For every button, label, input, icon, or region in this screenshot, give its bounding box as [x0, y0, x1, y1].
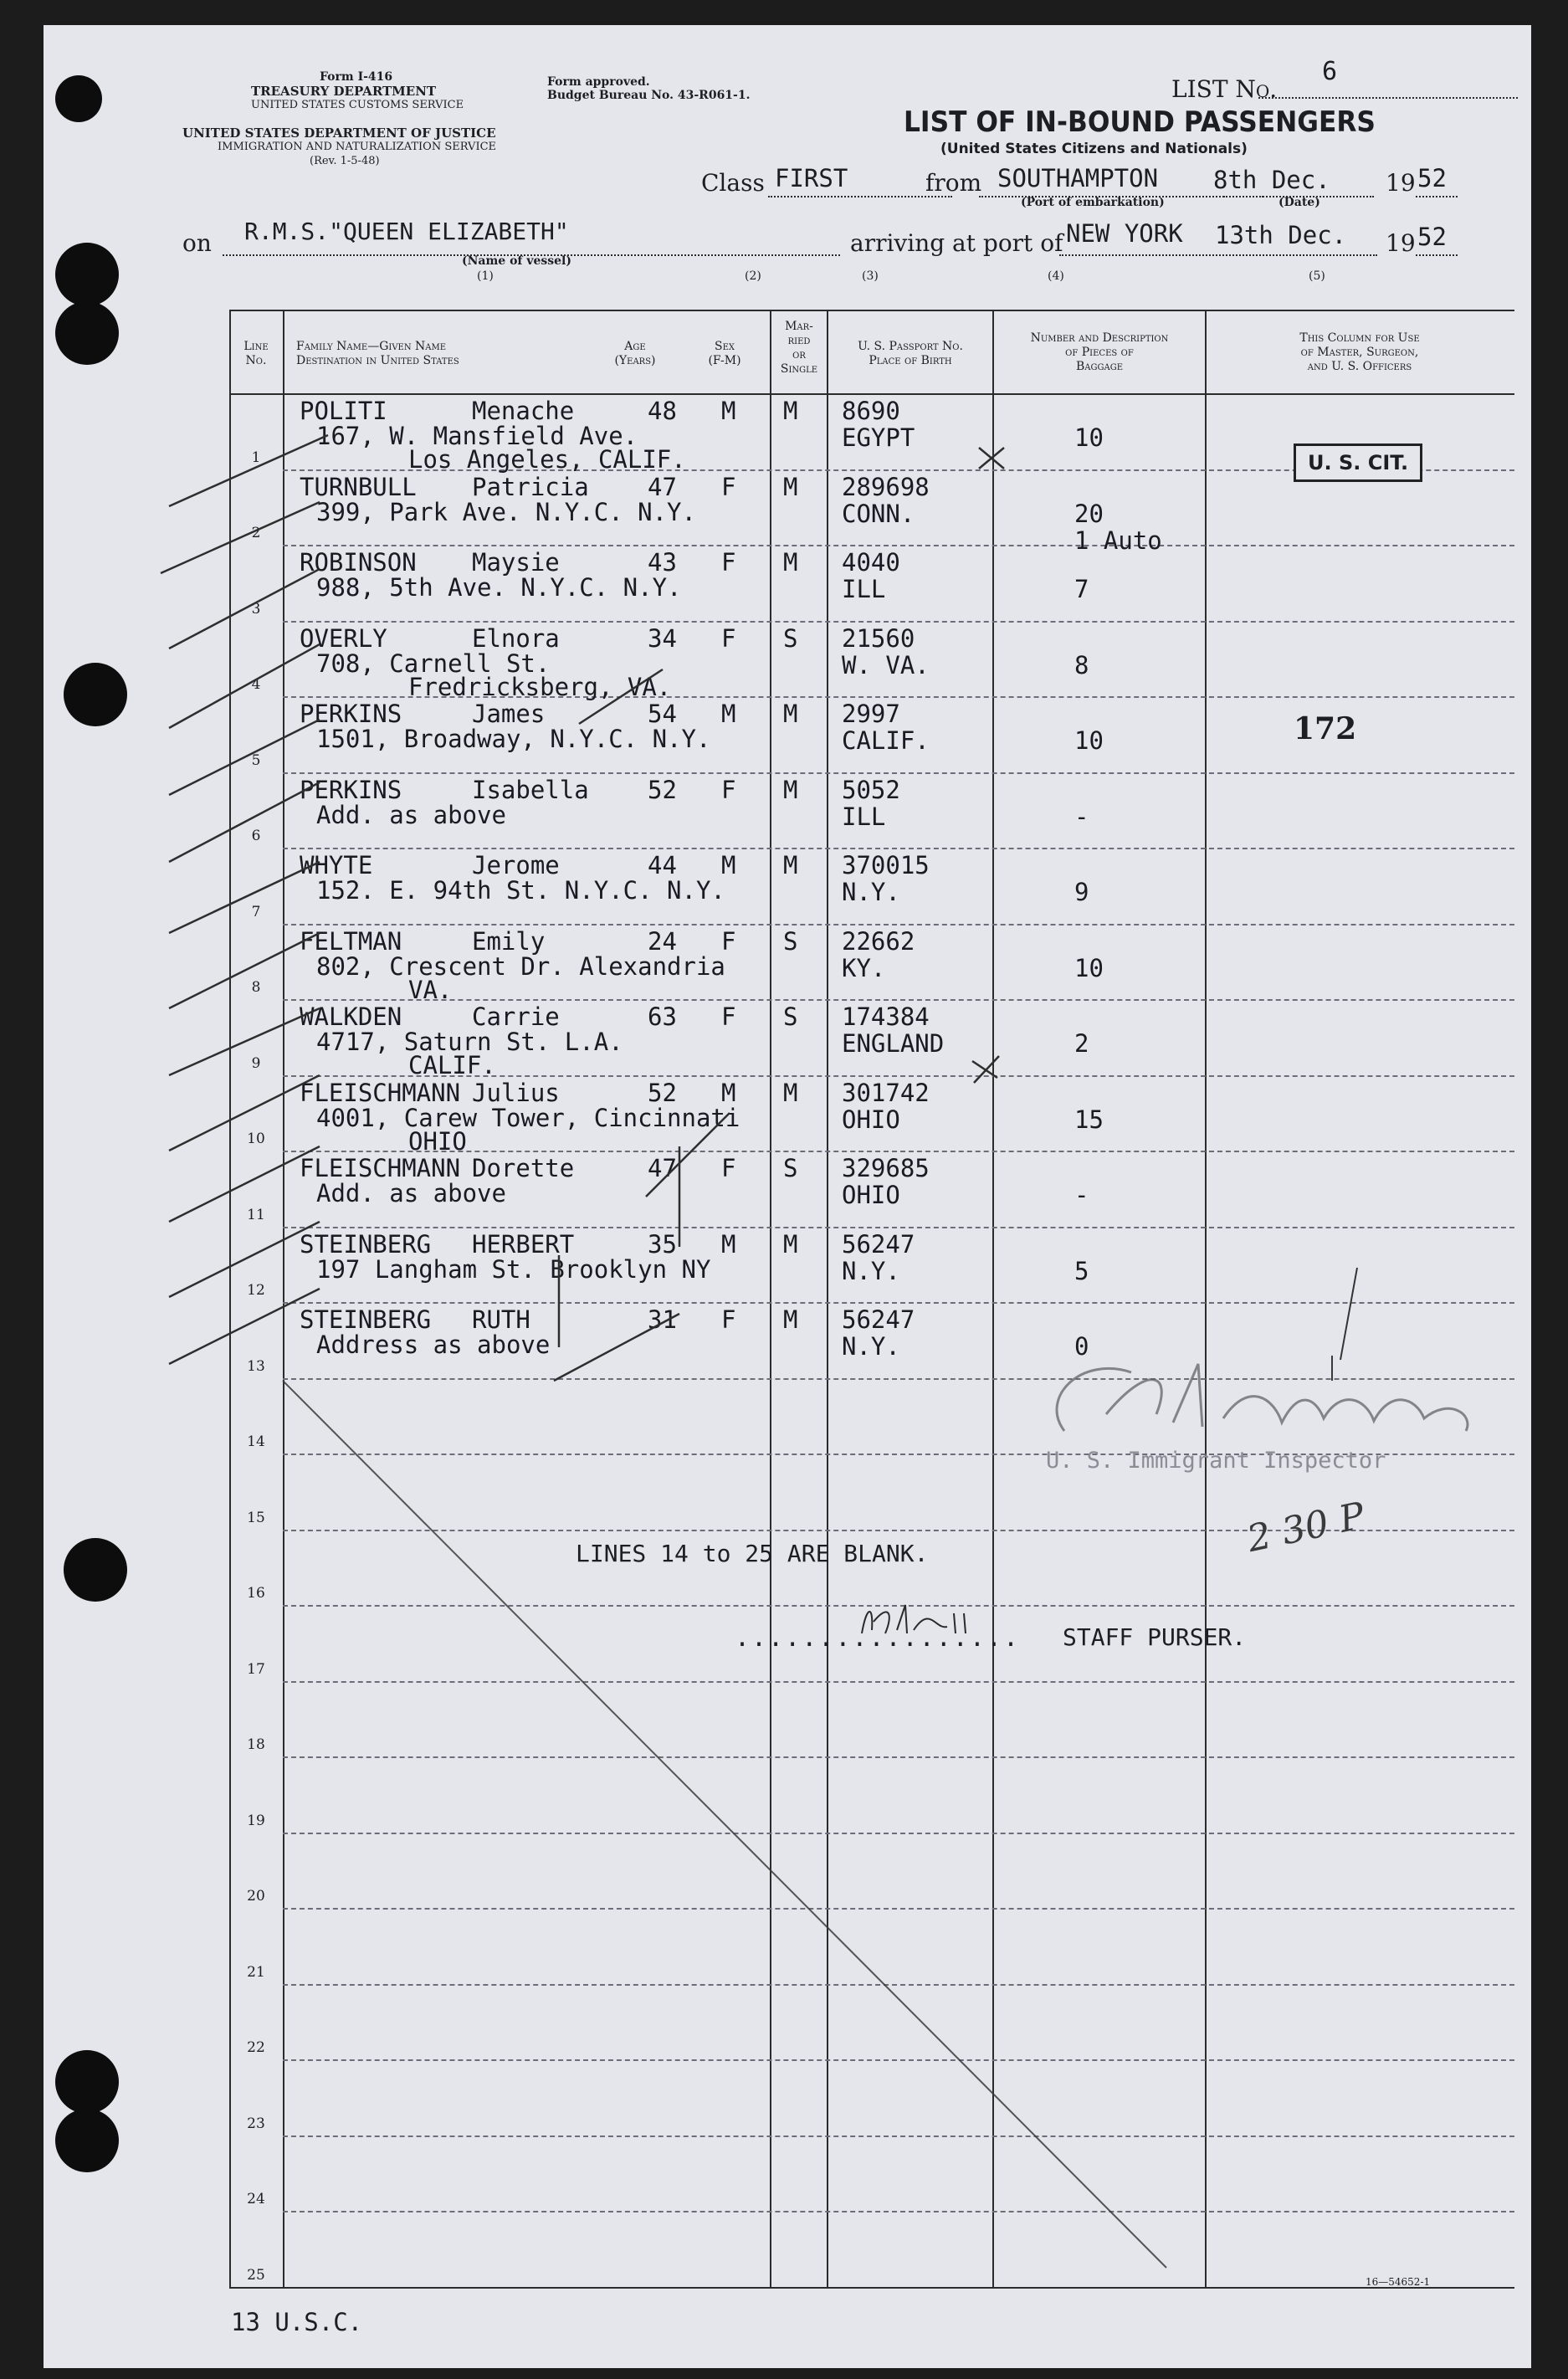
port-caption: (Port of embarkation): [1021, 196, 1165, 209]
marital-status: M: [783, 775, 798, 804]
sex: M: [721, 700, 736, 728]
purser-signature-dots: .................: [735, 1623, 1021, 1653]
marital-status: S: [783, 1154, 798, 1182]
sex: F: [721, 548, 736, 577]
place-of-birth: N.Y.: [842, 878, 900, 906]
line-number: 20: [247, 1888, 265, 1905]
line-number: 23: [247, 2115, 265, 2132]
line-number: 18: [247, 1736, 265, 1753]
header-sex-units: (F-M): [708, 354, 741, 367]
marital-status: M: [783, 1229, 798, 1259]
passport-number: 5052: [842, 775, 900, 804]
immigrant-inspector-caption: U. S. Immigrant Inspector: [1046, 1448, 1386, 1474]
passport-number: 370015: [842, 851, 930, 879]
address-line-1: Add. as above: [316, 1179, 506, 1207]
family-name: FELTMAN: [300, 926, 402, 956]
address-line-1: Address as above: [316, 1330, 551, 1359]
baggage-count: -: [1074, 802, 1089, 831]
baggage-count: 10: [1074, 726, 1104, 755]
place-of-birth: KY.: [842, 953, 886, 982]
baggage-count: 9: [1074, 878, 1089, 906]
officer-count: 172: [1294, 711, 1357, 746]
header-age-units: (Years): [614, 354, 656, 367]
age: 48: [648, 397, 677, 425]
list-no-label: LIST No.: [1171, 75, 1278, 103]
column-number-2: (2): [745, 269, 761, 283]
line-number: 17: [247, 1660, 265, 1678]
passport-number: 21560: [842, 623, 915, 653]
line-number: 22: [247, 2039, 265, 2056]
embark-date: 8th Dec.: [1213, 166, 1330, 194]
given-name: Menache: [472, 397, 575, 425]
place-of-birth: OHIO: [842, 1105, 900, 1134]
marital-status: S: [783, 1002, 798, 1031]
line-number: 15: [247, 1509, 265, 1526]
passport-number: 289698: [842, 472, 930, 501]
header-officers-text-2: of Master, Surgeon,: [1300, 346, 1419, 359]
line-number: 16: [247, 1585, 265, 1602]
age: 54: [648, 700, 677, 728]
port-of-embarkation: SOUTHAMPTON: [997, 164, 1159, 192]
place-of-birth: OHIO: [842, 1181, 900, 1209]
age: 44: [648, 851, 677, 879]
age: 43: [648, 548, 677, 577]
line-number: 7: [251, 903, 261, 920]
sex: F: [721, 472, 736, 501]
family-name: STEINBERG: [300, 1229, 432, 1259]
passport-number: 22662: [842, 926, 915, 956]
form-revision: (Rev. 1-5-48): [310, 155, 380, 167]
sex: M: [721, 397, 736, 425]
address-line-2: Fredricksberg, VA.: [408, 672, 672, 701]
header-baggage-text-2: of Pieces of: [1065, 346, 1134, 359]
age: 47: [648, 1154, 677, 1182]
form-number: Form I-416: [320, 70, 393, 84]
line-number: 8: [251, 979, 261, 996]
passport-number: 329685: [842, 1154, 930, 1182]
passport-number: 2997: [842, 700, 900, 728]
age: 47: [648, 472, 677, 501]
header-age-text: Age: [624, 340, 646, 353]
address-line-1: 399, Park Ave. N.Y.C. N.Y.: [316, 497, 696, 526]
marital-status: M: [783, 397, 798, 425]
header-married-text-4: Single: [780, 362, 818, 376]
address-line-1: 152. E. 94th St. N.Y.C. N.Y.: [316, 876, 725, 905]
address-line-1: 167, W. Mansfield Ave.: [316, 422, 638, 450]
header-baggage-text-3: Baggage: [1076, 360, 1123, 373]
inspection-time: 2 30 P: [1243, 1494, 1369, 1561]
sex: M: [721, 1078, 736, 1107]
family-name: POLITI: [300, 397, 387, 425]
address-line-1: 708, Carnell St.: [316, 649, 551, 678]
line-number: 5: [251, 751, 261, 769]
column-number-5: (5): [1309, 269, 1325, 283]
header-line-no-text: Line No.: [243, 340, 269, 367]
sex: M: [721, 1229, 736, 1259]
marital-status: M: [783, 851, 798, 879]
place-of-birth: ENGLAND: [842, 1029, 945, 1058]
header-officers-text-1: This Column for Use: [1299, 331, 1420, 345]
footer-form-code: 16—54652-1: [1366, 2276, 1431, 2288]
marital-status: S: [783, 623, 798, 653]
place-of-birth: EGYPT: [842, 423, 915, 452]
baggage-count: 20: [1074, 499, 1104, 528]
age: 31: [648, 1305, 677, 1334]
form-page: [44, 25, 1531, 2368]
column-number-3: (3): [862, 269, 879, 283]
place-of-birth: CONN.: [842, 499, 915, 528]
treasury-department: TREASURY DEPARTMENT: [251, 84, 437, 99]
family-name: ROBINSON: [300, 548, 417, 577]
header-baggage-text-1: Number and Description: [1030, 331, 1169, 345]
line-number: 14: [247, 1433, 265, 1450]
column-number-1: (1): [477, 269, 494, 283]
age: 52: [648, 775, 677, 804]
sex: F: [721, 1305, 736, 1334]
given-name: Julius: [472, 1078, 560, 1107]
sex: M: [721, 851, 736, 879]
address-line-1: 802, Crescent Dr. Alexandria: [316, 951, 725, 981]
staff-purser-label: STAFF PURSER.: [1063, 1623, 1247, 1651]
arrival-year: 52: [1417, 223, 1447, 251]
family-name: FLEISCHMANN: [300, 1154, 461, 1182]
line-number: 2: [251, 525, 261, 541]
address-line-1: 4001, Carew Tower, Cincinnati: [316, 1103, 740, 1132]
line-number: 10: [247, 1131, 265, 1147]
blank-lines-note: LINES 14 to 25 ARE BLANK.: [576, 1540, 929, 1567]
place-of-birth: CALIF.: [842, 726, 930, 755]
header-birthplace-text: Place of Birth: [869, 354, 952, 367]
marital-status: M: [783, 1305, 798, 1334]
header-sex-text: Sex: [714, 340, 735, 353]
header-married-text-2: ried: [787, 334, 811, 347]
column-number-4: (4): [1048, 269, 1064, 283]
address-line-2: CALIF.: [408, 1051, 496, 1079]
baggage-count: 15: [1074, 1105, 1104, 1134]
given-name: Elnora: [472, 623, 560, 653]
line-number: 21: [247, 1963, 265, 1981]
family-name: STEINBERG: [300, 1305, 432, 1334]
line-number: 11: [247, 1206, 265, 1223]
line-number: 9: [251, 1054, 261, 1072]
address-line-1: Add. as above: [316, 800, 506, 829]
line-number: 1: [251, 449, 261, 466]
given-name: Jerome: [472, 851, 560, 879]
age: 24: [648, 926, 677, 956]
given-name: James: [472, 700, 546, 728]
family-name: FLEISCHMANN: [300, 1078, 461, 1107]
header-officers-text-3: and U. S. Officers: [1307, 360, 1412, 373]
list-no-value: 6: [1322, 57, 1338, 86]
arrival-year-prefix: 19: [1386, 229, 1416, 257]
arrival-date: 13th Dec.: [1215, 221, 1347, 249]
department-of-justice: UNITED STATES DEPARTMENT OF JUSTICE: [182, 126, 496, 141]
class-label: Class: [701, 169, 765, 197]
baggage-count: 10: [1074, 953, 1104, 982]
line-number: 3: [251, 600, 261, 618]
family-name: PERKINS: [300, 700, 402, 728]
baggage-count: 5: [1074, 1256, 1089, 1285]
baggage-count: 10: [1074, 423, 1104, 452]
passport-number: 174384: [842, 1002, 930, 1031]
budget-bureau: Budget Bureau No. 43-R061-1.: [547, 89, 751, 102]
arrival-port: NEW YORK: [1066, 219, 1183, 248]
marital-status: M: [783, 548, 798, 577]
family-name: WHYTE: [300, 851, 373, 879]
baggage-count: 7: [1074, 575, 1089, 603]
from-label: from: [925, 169, 982, 197]
address-line-1: 4717, Saturn St. L.A.: [316, 1028, 623, 1056]
line-number: 19: [247, 1812, 265, 1829]
line-number: 6: [251, 828, 261, 844]
line-number: 13: [247, 1357, 265, 1375]
place-of-birth: ILL: [842, 802, 886, 831]
place-of-birth: N.Y.: [842, 1256, 900, 1285]
class-value: FIRST: [775, 164, 848, 192]
vessel-name: R.M.S."QUEEN ELIZABETH": [244, 218, 569, 245]
place-of-birth: W. VA.: [842, 650, 930, 679]
age: 34: [648, 623, 677, 653]
family-name: TURNBULL: [300, 472, 417, 501]
baggage-extra: 1 Auto: [1074, 526, 1162, 555]
sex: F: [721, 623, 736, 653]
marital-status: S: [783, 926, 798, 956]
address-line-1: 988, 5th Ave. N.Y.C. N.Y.: [316, 573, 682, 602]
line-number: 24: [247, 2191, 265, 2207]
passport-number: 8690: [842, 397, 900, 425]
address-line-2: Los Angeles, CALIF.: [408, 445, 686, 474]
sex: F: [721, 1002, 736, 1031]
immigration-service: IMMIGRATION AND NATURALIZATION SERVICE: [218, 141, 497, 153]
line-number: 12: [247, 1282, 265, 1299]
date-caption: (Date): [1278, 196, 1320, 209]
family-name: WALKDEN: [300, 1002, 402, 1031]
vessel-caption: (Name of vessel): [462, 254, 571, 268]
age: 52: [648, 1078, 677, 1107]
line-number: 4: [251, 676, 261, 693]
year-value: 52: [1417, 164, 1447, 192]
page-subtitle: (United States Citizens and Nationals): [940, 141, 1248, 157]
marital-status: M: [783, 1078, 798, 1107]
footer-statute: 13 U.S.C.: [231, 2308, 363, 2336]
sex: F: [721, 775, 736, 804]
sex: F: [721, 926, 736, 956]
marital-status: M: [783, 700, 798, 728]
given-name: Patricia: [472, 472, 589, 501]
form-approved: Form approved.: [547, 75, 650, 89]
sex: F: [721, 1154, 736, 1182]
given-name: RUTH: [472, 1305, 530, 1334]
header-married-text-1: Mar-: [785, 320, 813, 333]
age: 35: [648, 1229, 677, 1259]
address-line-2: VA.: [408, 975, 453, 1004]
line-number: 25: [247, 2266, 265, 2284]
place-of-birth: ILL: [842, 575, 886, 603]
passport-number: 56247: [842, 1229, 915, 1259]
baggage-count: -: [1074, 1181, 1089, 1209]
baggage-count: 0: [1074, 1332, 1089, 1361]
passport-number: 301742: [842, 1078, 930, 1107]
marital-status: M: [783, 472, 798, 501]
baggage-count: 2: [1074, 1029, 1089, 1058]
on-label: on: [182, 229, 212, 257]
pencil-check-marks: [44, 25, 1531, 2368]
baggage-count: 8: [1074, 650, 1089, 679]
passport-number: 4040: [842, 548, 900, 577]
header-destination-text: Destination in United States: [296, 354, 459, 367]
page-title: LIST OF IN-BOUND PASSENGERS: [904, 105, 1376, 139]
family-name: OVERLY: [300, 623, 387, 653]
passport-number: 56247: [842, 1305, 915, 1334]
address-line-2: OHIO: [408, 1126, 467, 1156]
year-prefix: 19: [1386, 169, 1416, 197]
age: 63: [648, 1002, 677, 1031]
given-name: Carrie: [472, 1002, 560, 1031]
header-family-name-text: Family Name—Given Name: [296, 340, 447, 353]
given-name: Isabella: [472, 775, 589, 804]
address-line-1: 197 Langham St. Brooklyn NY: [316, 1254, 711, 1284]
customs-service: UNITED STATES CUSTOMS SERVICE: [251, 99, 464, 111]
place-of-birth: N.Y.: [842, 1332, 900, 1361]
header-married-text-3: or: [792, 348, 806, 361]
family-name: PERKINS: [300, 775, 402, 804]
given-name: Maysie: [472, 548, 560, 577]
arriving-label: arriving at port of: [850, 229, 1063, 257]
given-name: Dorette: [472, 1154, 575, 1182]
us-citizen-stamp: U. S. CIT.: [1294, 443, 1422, 482]
address-line-1: 1501, Broadway, N.Y.C. N.Y.: [316, 725, 711, 753]
given-name: HERBERT: [472, 1229, 575, 1259]
header-passport-text: U. S. Passport No.: [858, 340, 963, 353]
given-name: Emily: [472, 926, 546, 956]
